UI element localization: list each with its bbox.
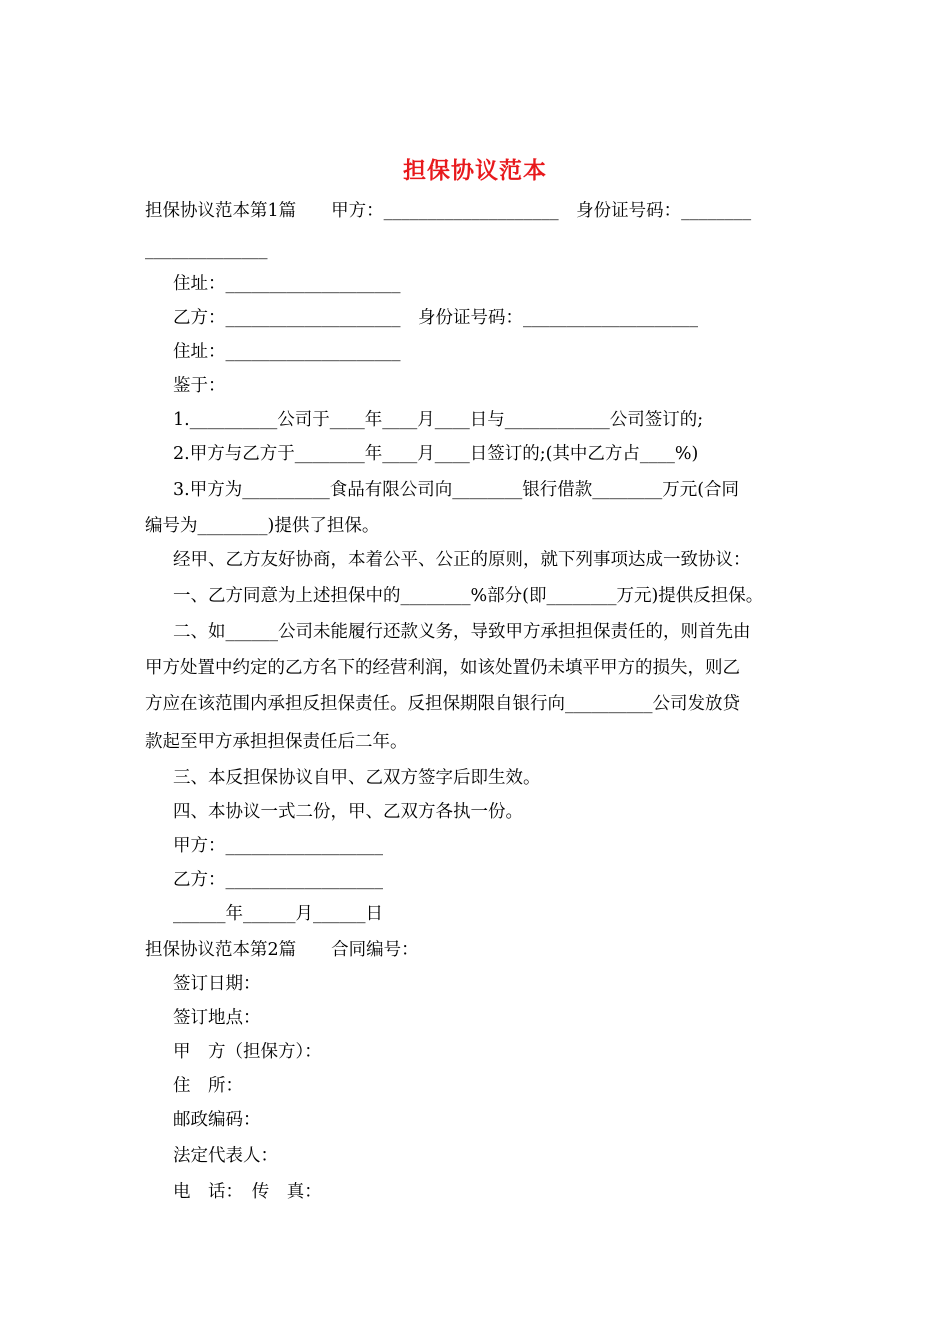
text-line: 乙方：__________________	[173, 870, 383, 890]
text-line: 四、本协议一式二份，甲、乙双方各执一份。	[173, 802, 523, 822]
text-line: 方应在该范围内承担反担保责任。反担保期限自银行向__________公司发放贷	[145, 694, 740, 714]
text-line: 款起至甲方承担担保责任后二年。	[145, 732, 408, 752]
text-line: 2.甲方与乙方于________年____月____日签订的;(其中乙方占____%)	[173, 444, 699, 464]
text-line: 鉴于：	[173, 376, 226, 396]
text-line: 二、如______公司未能履行还款义务，导致甲方承担担保责任的，则首先由	[173, 622, 751, 642]
text-line: 1.__________公司于____年____月____日与____________公司签订的;	[173, 410, 704, 430]
text-line: 邮政编码：	[173, 1110, 261, 1130]
text-line: 编号为________)提供了担保。	[145, 516, 380, 536]
document-title: 担保协议范本	[403, 157, 547, 184]
text-line: 担保协议范本第1篇 甲方：____________________ 身份证号码：________	[145, 201, 752, 221]
text-line: 甲方：__________________	[173, 836, 383, 856]
text-line: 住 所：	[173, 1076, 243, 1096]
text-line: 担保协议范本第2篇 合同编号：	[145, 940, 419, 960]
text-line: 甲 方（担保方）：	[173, 1042, 322, 1062]
text-line: 电 话： 传 真：	[173, 1182, 322, 1202]
text-line: 住址：____________________	[173, 274, 401, 294]
text-line: 乙方：____________________ 身份证号码：____________________	[173, 308, 698, 328]
text-line: 三、本反担保协议自甲、乙双方签字后即生效。	[173, 768, 541, 788]
text-line: 法定代表人：	[173, 1146, 278, 1166]
text-line: ______________	[145, 240, 268, 260]
text-line: ______年______月______日	[173, 904, 383, 924]
text-line: 经甲、乙方友好协商，本着公平、公正的原则，就下列事项达成一致协议：	[173, 550, 751, 570]
text-line: 住址：____________________	[173, 342, 401, 362]
text-line: 3.甲方为__________食品有限公司向________银行借款________万元(合同	[173, 480, 740, 500]
text-line: 签订地点：	[173, 1008, 261, 1028]
text-line: 甲方处置中约定的乙方名下的经营利润，如该处置仍未填平甲方的损失，则乙	[145, 658, 740, 678]
text-line: 签订日期：	[173, 974, 261, 994]
text-line: 一、乙方同意为上述担保中的________%部分(即________万元)提供反担保。	[173, 586, 764, 606]
